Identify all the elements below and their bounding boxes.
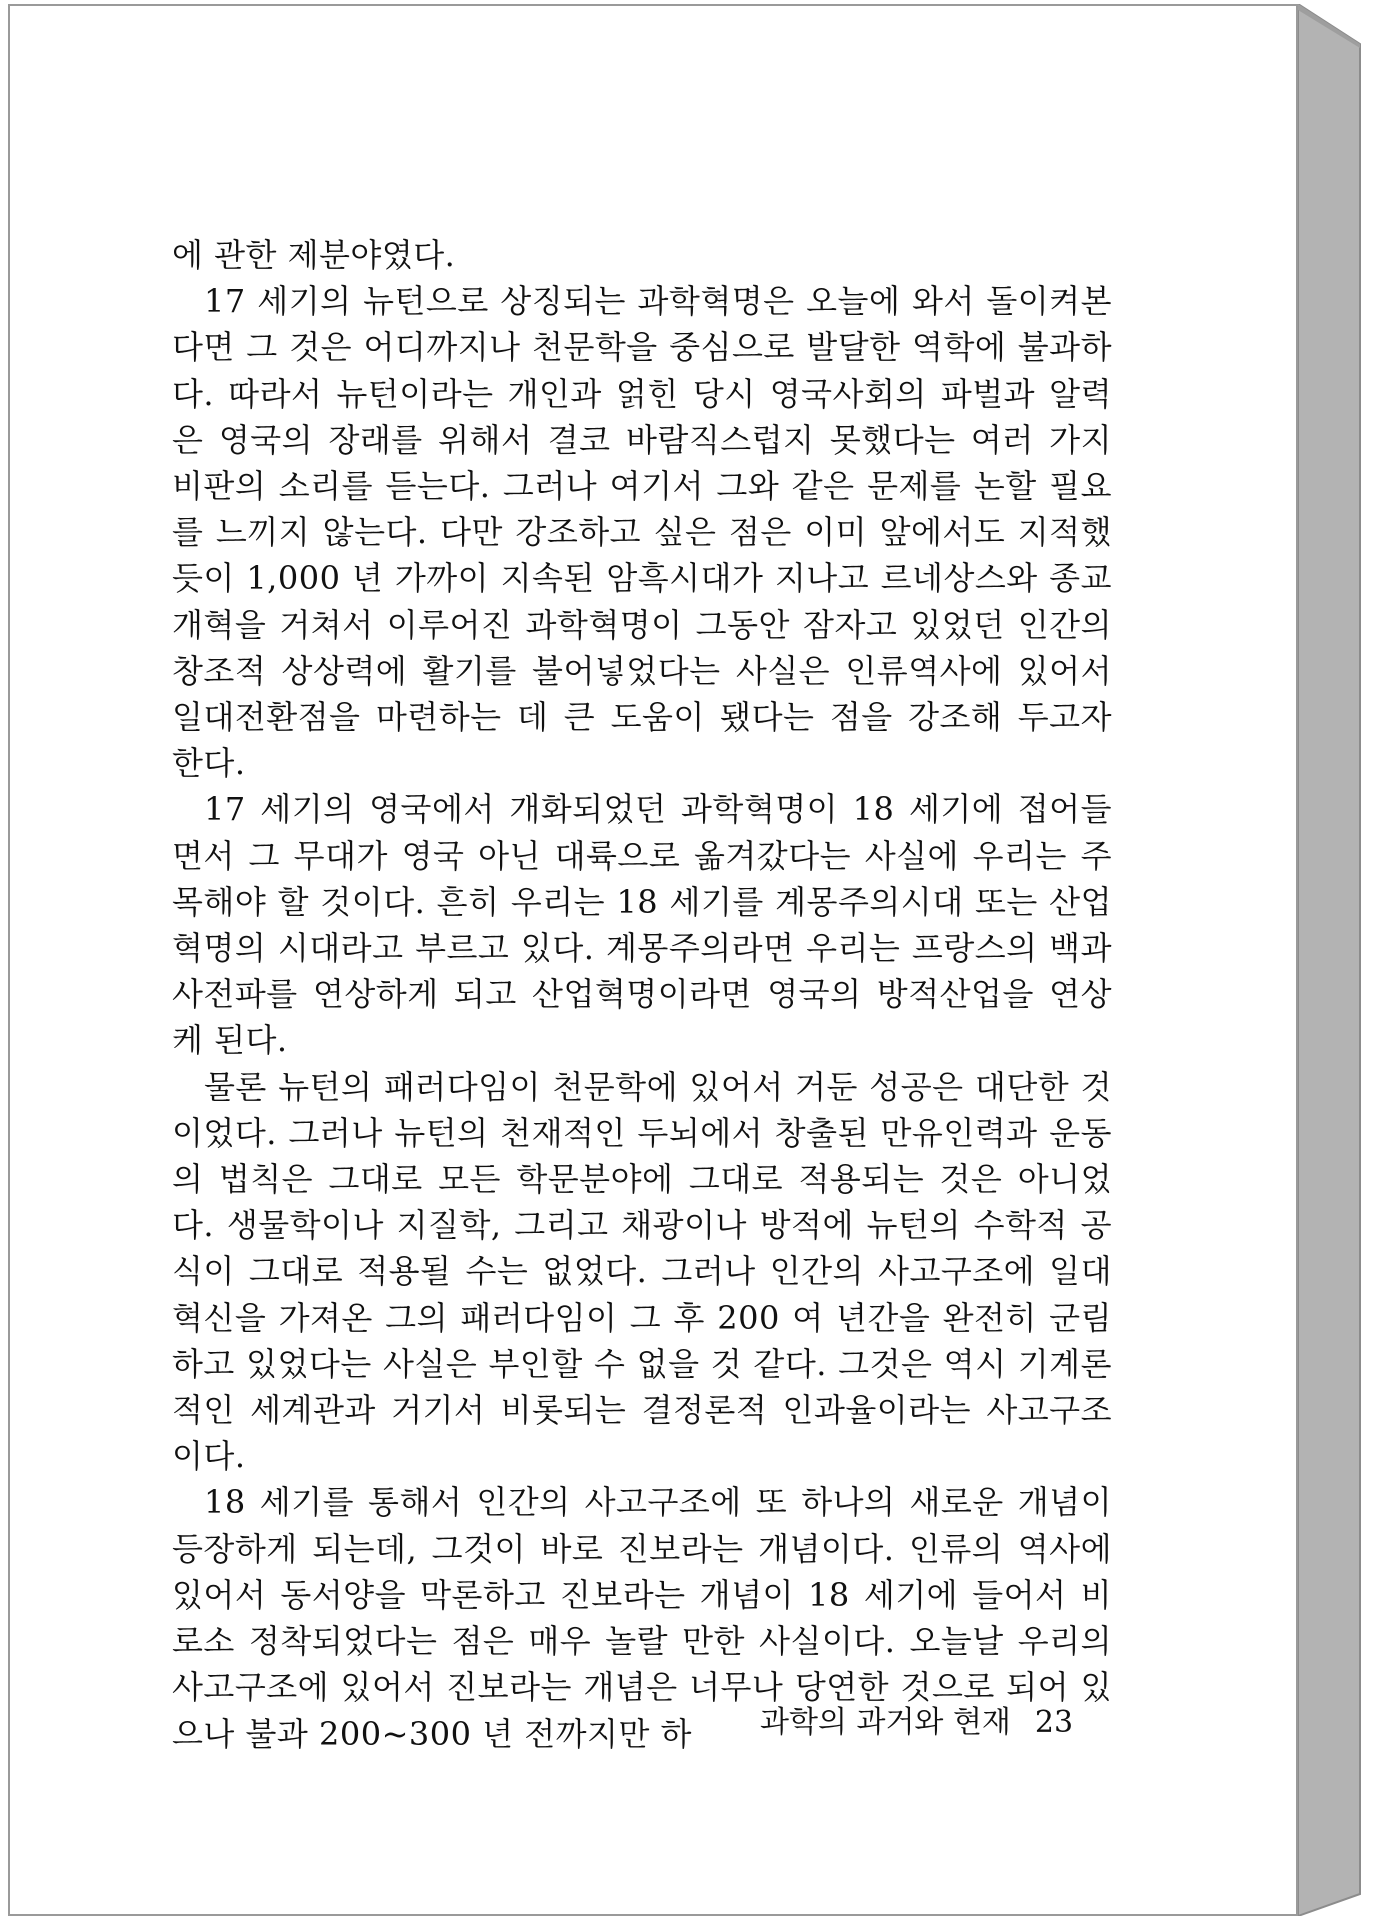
- paragraph: 17 세기의 영국에서 개화되었던 과학혁명이 18 세기에 접어들면서 그 무대가 영국 아닌 대륙으로 옮겨갔다는 사실에 우리는 주목해야 할 것이다. 흔히 우리는 18 세기를 계몽주의시대 또는 산업혁명의 시대라고 부르고 있다. 계몽주의라면 우리는 프랑스의 백과사전파를 연상하게 되고 산업혁명이라면 영국의 방적산업을 연상케 된다.: [172, 790, 1112, 1060]
- page-footer: [760, 1697, 1073, 1741]
- paragraph: 물론 뉴턴의 패러다임이 천문학에 있어서 거둔 성공은 대단한 것이었다. 그러나 뉴턴의 천재적인 두뇌에서 창출된 만유인력과 운동의 법칙은 그대로 모든 학문분야에 그대로 적용되는 것은 아니었다. 생물학이나 지질학, 그리고 채광이나 방적에 뉴턴의 수학적 공식이 그대로 적용될 수는 없었다. 그러나 인간의 사고구조에 일대 혁신을 가져온 그의 패러다임이 그 후 200 여 년간을 완전히 군림하고 있었다는 사실은 부인할 수 없을 것 같다. 그것은 역시 기계론적인 세계관과 거기서 비롯되는 결정론적 인과율이라는 사고구조이다.: [172, 1067, 1112, 1476]
- paragraph: 17 세기의 뉴턴으로 상징되는 과학혁명은 오늘에 와서 돌이켜본다면 그 것은 어디까지나 천문학을 중심으로 발달한 역학에 불과하다. 따라서 뉴턴이라는 개인과 얽힌 당시 영국사회의 파벌과 알력은 영국의 장래를 위해서 결코 바람직스럽지 못했다는 여러 가지 비판의 소리를 듣는다. 그러나 여기서 그와 같은 문제를 논할 필요를 느끼지 않는다. 다만 강조하고 싶은 점은 이미 앞에서도 지적했듯이 1,000 년 가까이 지속된 암흑시대가 지나고 르네상스와 종교개혁을 거쳐서 이루어진 과학혁명이 그동안 잠자고 있었던 인간의 창조적 상상력에 활기를 불어넣었다는 사실은 인류역사에 있어서 일대전환점을 마련하는 데 큰 도움이 됐다는 점을 강조해 두고자 한다.: [172, 282, 1112, 783]
- paragraph: 18 세기를 통해서 인간의 사고구조에 또 하나의 새로운 개념이 등장하게 되는데, 그것이 바로 진보라는 개념이다. 인류의 역사에 있어서 동서양을 막론하고 진보라는 개념이 18 세기에 들어서 비로소 정착되었다는 점은 매우 놀랄 만한 사실이다. 오늘날 우리의 사고구조에 있어서 진보라는 개념은 너무나 당연한 것으로 되어 있으나 불과 200~300 년 전까지만 하: [172, 1483, 1112, 1753]
- page-stack-edge: [1298, 4, 1378, 1916]
- paragraph-continuation: 에 관한 제분야였다.: [172, 236, 456, 274]
- page-number: 23: [1034, 1705, 1074, 1740]
- body-text: [172, 232, 1112, 1757]
- page-edge-graphic: [1298, 4, 1378, 1916]
- running-title: 과학의 과거와 현재: [760, 1705, 1011, 1740]
